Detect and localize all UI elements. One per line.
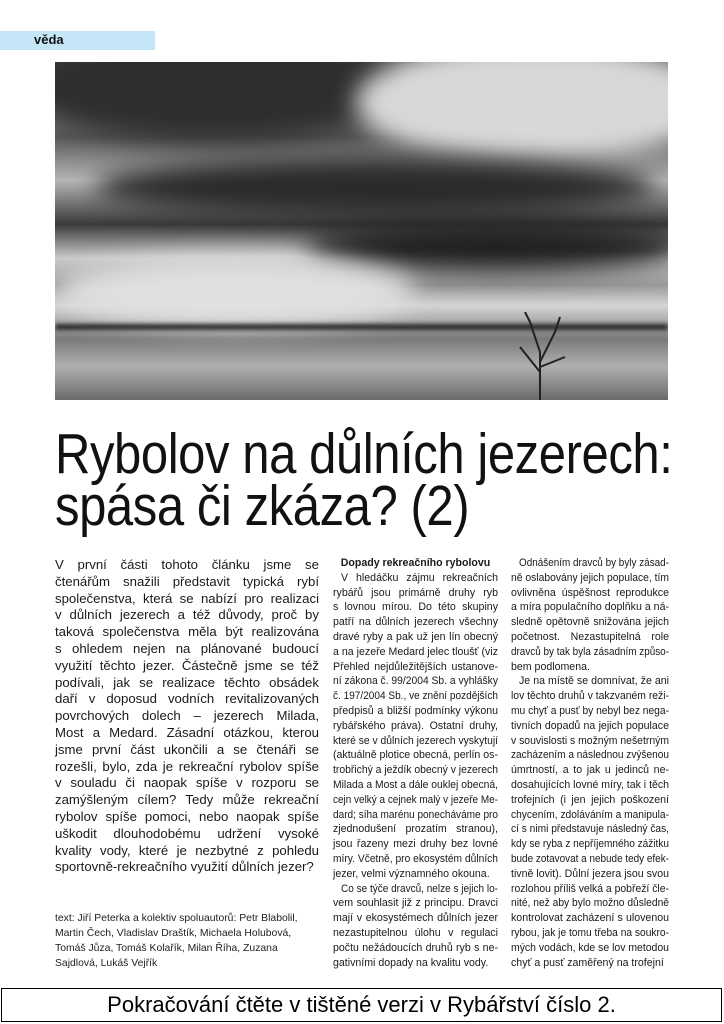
text-line-content: cejn velký a cejnek malý v jezeře Me-	[333, 793, 498, 806]
text-line	[333, 615, 498, 630]
subheading	[333, 556, 498, 571]
text-line-content: které se v důlních jezerech vyskytují	[333, 734, 498, 747]
text-line	[333, 763, 498, 778]
text-line	[55, 607, 319, 624]
text-line	[511, 926, 669, 941]
text-line	[511, 852, 669, 867]
text-line-content: v souladu či naopak spíše v rozporu se	[55, 775, 319, 791]
text-line	[511, 615, 669, 630]
text-line	[511, 734, 669, 749]
text-line-content: nité, než aby bylo možno důsledně	[511, 897, 670, 910]
text-line-content: č. 197/2004 Sb., ve znění pozdějších	[333, 690, 498, 703]
text-line-content: cí s nimi představuje následný čas,	[511, 823, 670, 836]
text-line-content: v důlních jezerech a též důvody, proč by	[55, 607, 319, 623]
text-line	[55, 843, 319, 860]
subheading-text: Dopady rekreačního rybolovu	[340, 557, 491, 569]
text-line-content: jsme první část ukončili a se čtenáři se	[55, 741, 319, 757]
text-line-content: vem souhlasit již z principu. Dravci	[333, 897, 498, 910]
text-line	[55, 826, 319, 843]
section-label: věda	[34, 32, 64, 47]
text-line-content: míry. Včetně, pro ekosystém důlních	[333, 852, 499, 865]
text-line-content: chycením, zdoláváním a manipula-	[511, 808, 670, 821]
text-line-content: daří v doposud vodních revitalizovaných	[55, 691, 319, 707]
text-line	[333, 808, 498, 823]
text-line-content: rybou, jak je tomu třeba na soukro-	[511, 926, 670, 939]
text-line-content: ní zákona č. 99/2004 Sb. a vyhlášky	[333, 675, 498, 688]
text-line-content: trofejních (i jen jejich poškození	[511, 793, 669, 806]
text-line	[333, 645, 498, 660]
text-line	[511, 689, 669, 704]
lake-photo	[55, 62, 668, 400]
text-line-content: podívali, jak se realizace těchto obsádek	[55, 674, 319, 690]
text-line-content: početnost. Nezastupitelná role	[511, 630, 669, 643]
text-line-content: bude zotavovat a nebude tedy efek-	[511, 852, 669, 865]
text-line-content: Přehled nejdůležitějších ustanove-	[333, 660, 498, 673]
column-2	[333, 556, 498, 970]
text-line-content: nezastupitelnou úlohu v regulaci	[333, 926, 498, 939]
text-line-content: uškodit dlouhodobému udržení vysoké	[55, 825, 319, 841]
text-line	[511, 630, 669, 645]
text-line	[333, 630, 498, 645]
text-line	[333, 852, 498, 867]
text-line-content: jsou řazeny mezi druhy bez lovné	[333, 838, 498, 851]
text-line-content: předpisů a bližší podmínky výkonu	[333, 704, 498, 717]
text-line	[511, 586, 669, 601]
text-line	[511, 719, 669, 734]
text-line	[55, 809, 319, 826]
text-line-content: V první části tohoto článku jsme se	[55, 557, 319, 572]
text-line	[333, 941, 498, 956]
text-line	[333, 586, 498, 601]
text-line-content: sledně opětovně snižována jejich	[511, 616, 669, 629]
text-line	[511, 822, 669, 837]
text-line	[333, 689, 498, 704]
text-line	[333, 822, 498, 837]
text-line	[511, 660, 669, 675]
text-line	[55, 641, 319, 658]
text-line-content: s ohledem nejen na plánované budoucí	[55, 640, 319, 656]
text-line-content: lov těchto druhů v takzvaném reži-	[511, 690, 670, 703]
column-3	[511, 556, 669, 970]
text-line	[333, 896, 498, 911]
text-line-content: mých vodách, kde se lov metodou	[511, 941, 669, 954]
text-line-content: sportovně-rekreačního využití důlních jezer?	[55, 859, 314, 875]
text-line	[511, 896, 669, 911]
text-line	[333, 734, 498, 749]
text-line	[333, 674, 498, 689]
text-line-content: zjednodušení prozatím stranou),	[333, 823, 498, 836]
text-line-content: (aktuálně plotice obecná, perlín os-	[333, 749, 498, 762]
text-line	[55, 859, 319, 876]
text-line	[333, 793, 498, 808]
text-line-content: rybolov spíše pomoci, nebo naopak spíše	[55, 808, 319, 824]
text-line-content: dard; síha marénu ponecháváme pro	[333, 808, 498, 821]
text-line-content: dravců by tak byla zásadním způso-	[511, 645, 669, 658]
text-line-content: rozlohou příliš velká a pobřeží čle-	[511, 882, 670, 895]
text-line	[511, 556, 669, 571]
text-line-content: zamýšleným cílem? Tedy může rekreační	[55, 792, 319, 808]
author-credits: text: Jiří Peterka a kolektiv spoluautorů: Petr Blabolil, Martin Čech, Vladislav Draštík, Michaela Holubová, Tomáš Jůza, Tomáš Kolařík, Milan Říha, Zuzana Sajdlová, Lukáš Vejřík	[55, 913, 298, 969]
text-line	[55, 658, 319, 675]
text-line	[511, 763, 669, 778]
text-line	[55, 591, 319, 608]
text-line	[511, 911, 669, 926]
title-line-1: Rybolov na důlních jezerech:	[55, 422, 673, 486]
text-line	[333, 600, 498, 615]
text-line	[55, 708, 319, 725]
text-line	[511, 645, 669, 660]
text-line-content: taková společenstva měla být realizována	[55, 624, 319, 640]
text-line-content: mu chyť a pusť by nebyl bez nega-	[511, 704, 669, 717]
text-line-content: trobřichý a ježdík obecný v jezerech	[333, 764, 499, 777]
text-line-content: s lovnou mírou. Do této skupiny	[333, 601, 498, 614]
text-line-content: gativními dopady na kvalitu vody.	[333, 956, 489, 969]
text-line	[333, 926, 498, 941]
text-line-content: zacházením a následnou zvýšenou	[511, 749, 670, 762]
text-line	[333, 882, 498, 897]
text-line-content: tivně lovit). Důlní jezera jsou svou	[511, 867, 669, 880]
text-line	[55, 557, 319, 574]
text-line	[511, 808, 669, 823]
text-line-content: chyť a pusť zaměřený na trofejní	[511, 956, 664, 969]
text-line	[511, 571, 669, 586]
text-line-content: společenstva, která se nabízí pro realizaci	[55, 590, 319, 606]
text-line-content: a na jezeře Medard jelec tloušť (viz	[333, 645, 498, 658]
text-line-content: ně oslabovány jejich populace, tím	[511, 571, 670, 584]
text-line-content: Most a Medard. Zásadní otázkou, kterou	[55, 724, 319, 740]
text-line-content: úmrtností, a to jak u jedinců ne-	[511, 764, 669, 777]
column-1	[55, 557, 319, 876]
text-line	[55, 759, 319, 776]
text-line	[55, 775, 319, 792]
text-line	[333, 704, 498, 719]
text-line-content: mají v ekosystémech důlních jezer	[333, 912, 498, 925]
text-line-content: Co se týče dravců, nelze s jejich lo-	[341, 882, 498, 895]
text-line	[511, 778, 669, 793]
text-line	[511, 837, 669, 852]
text-line-content: bem podlomena.	[511, 660, 590, 673]
text-line	[511, 600, 669, 615]
section-band	[0, 31, 155, 50]
text-line	[511, 867, 669, 882]
text-line	[333, 660, 498, 675]
text-line-content: Odnášením dravců by byly zásad-	[519, 557, 670, 569]
title-line-2: spása či zkáza? (2)	[55, 474, 470, 538]
text-line	[55, 691, 319, 708]
text-line	[55, 725, 319, 742]
text-line-content: tivních dopadů na jejich populace	[511, 719, 669, 732]
text-line-content: rybářského práva). Ostatní druhy,	[333, 719, 498, 732]
text-line	[511, 704, 669, 719]
text-line	[55, 742, 319, 759]
text-line-content: kvality vody, které je nezbytné z pohledu	[55, 842, 319, 858]
text-line-content: jezer, velmi významného okouna.	[333, 867, 490, 880]
continuation-notice: Pokračování čtěte v tištěné verzi v Rybářství číslo 2.	[1, 988, 722, 1022]
text-line-content: počtu nežádoucích druhů ryb s ne-	[333, 941, 498, 954]
dead-tree-graphic	[505, 312, 575, 400]
text-line	[55, 574, 319, 591]
text-line-content: rybářů jsou primárně druhy ryb	[333, 586, 498, 599]
text-line	[511, 748, 669, 763]
text-line	[511, 941, 669, 956]
text-line	[511, 674, 669, 689]
text-line	[511, 882, 669, 897]
text-line-content: povrchových dolech – jezerech Milada,	[55, 708, 319, 724]
text-line-content: dosahujících lovné míry, tak i těch	[511, 778, 670, 791]
text-line-content: a míra populačního doplňku a ná-	[511, 601, 669, 614]
text-line	[55, 675, 319, 692]
text-line	[333, 778, 498, 793]
text-line-content: kontrolovat zacházení s ulovenou	[511, 912, 669, 925]
text-line	[333, 867, 498, 882]
text-line	[333, 571, 498, 586]
text-line-content: V hledáčku zájmu rekreačních	[341, 571, 498, 584]
text-line-content: patří na důlních jezerech všechny	[333, 616, 498, 629]
text-line	[333, 719, 498, 734]
text-line-content: v souvislosti s možným nešetrným	[511, 734, 670, 747]
text-line-content: ovlivněna úspěšnost reprodukce	[511, 586, 669, 599]
text-line-content: čtenářům snažili představit typická rybí	[55, 573, 319, 589]
text-line	[333, 956, 498, 971]
article-title	[55, 422, 673, 538]
text-line-content: Je na místě se domnívat, že ani	[519, 675, 669, 688]
text-line	[333, 748, 498, 763]
text-line	[333, 837, 498, 852]
text-line-content: využití těchto jezer. Částečně jsme se též	[55, 657, 319, 673]
text-line	[511, 956, 669, 971]
text-line-content: Milada a Most a dále ouklej obecná,	[333, 778, 498, 791]
text-line-content: rozešli, bylo, zda je rekreační rybolov spíše	[55, 758, 319, 774]
text-line	[333, 911, 498, 926]
text-line	[511, 793, 669, 808]
text-line	[55, 624, 319, 641]
text-line-content: kdy se ryba z nepříjemného zážitku	[511, 838, 669, 851]
text-line	[55, 792, 319, 809]
text-line-content: dravé ryby a pak už jen lín obecný	[333, 630, 498, 643]
